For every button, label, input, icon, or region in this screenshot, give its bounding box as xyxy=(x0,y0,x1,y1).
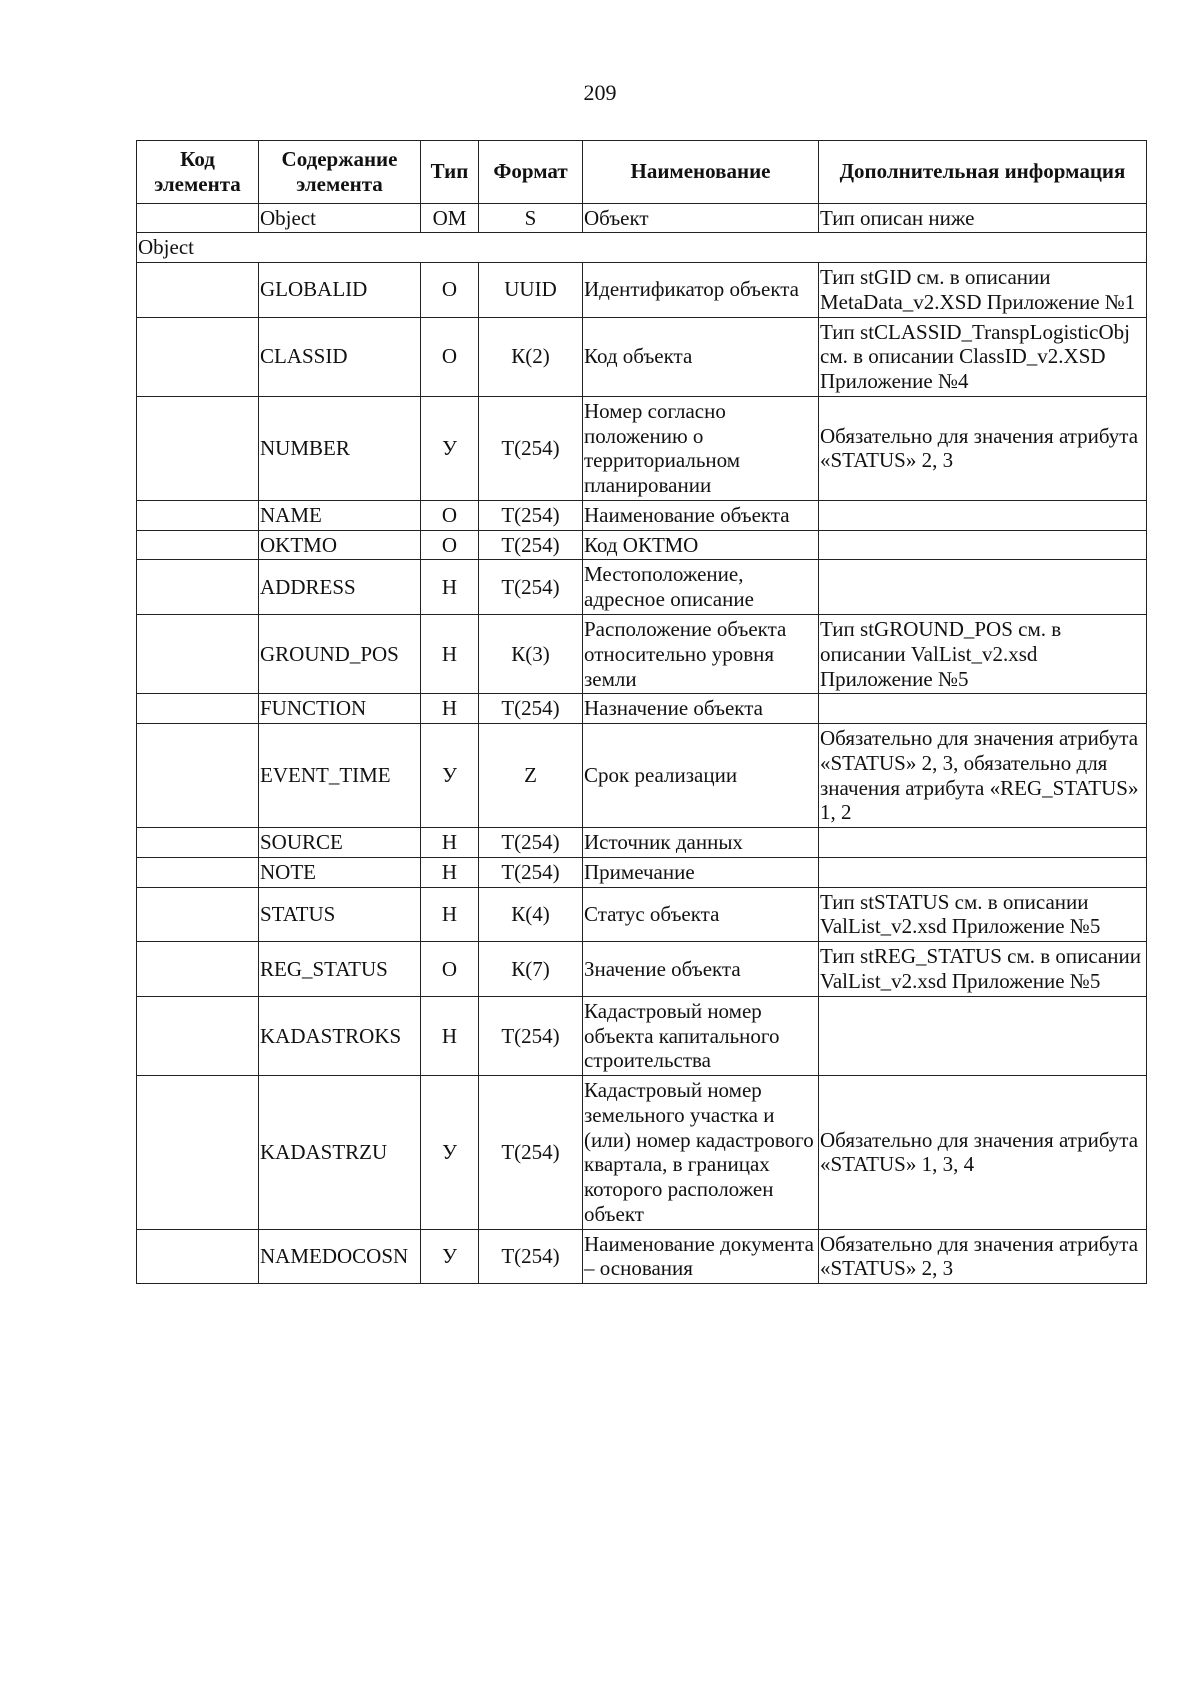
cell-type: Н xyxy=(421,615,479,694)
cell-code xyxy=(137,263,259,318)
cell-code xyxy=(137,560,259,615)
cell-name: Значение объекта xyxy=(583,942,819,997)
cell-type: У xyxy=(421,396,479,500)
cell-info xyxy=(819,694,1147,724)
cell-name: Источник данных xyxy=(583,828,819,858)
table-row xyxy=(137,694,1147,724)
cell-content: KADASTRZU xyxy=(259,1076,421,1230)
table-row xyxy=(137,942,1147,997)
header-element-code: Код элемента xyxy=(137,141,259,204)
table-row xyxy=(137,530,1147,560)
cell-code xyxy=(137,615,259,694)
cell-name: Срок реализации xyxy=(583,724,819,828)
cell-format: Т(254) xyxy=(479,560,583,615)
cell-code xyxy=(137,857,259,887)
cell-name: Назначение объекта xyxy=(583,694,819,724)
cell-name: Кадастровый номер объекта капитального строительства xyxy=(583,996,819,1075)
cell-code xyxy=(137,396,259,500)
cell-content: Object xyxy=(259,203,421,233)
header-format: Формат xyxy=(479,141,583,204)
cell-info xyxy=(819,530,1147,560)
cell-format: К(3) xyxy=(479,615,583,694)
cell-info xyxy=(819,500,1147,530)
cell-code xyxy=(137,530,259,560)
cell-name: Код объекта xyxy=(583,317,819,396)
table-row xyxy=(137,887,1147,942)
cell-name: Объект xyxy=(583,203,819,233)
cell-code xyxy=(137,1076,259,1230)
cell-content: OKTMO xyxy=(259,530,421,560)
cell-type: О xyxy=(421,317,479,396)
cell-code xyxy=(137,694,259,724)
header-additional-info: Дополнительная информация xyxy=(819,141,1147,204)
cell-name: Наименование документа – основания xyxy=(583,1229,819,1284)
cell-type: У xyxy=(421,724,479,828)
page-number: 209 xyxy=(583,80,617,105)
cell-format: Т(254) xyxy=(479,396,583,500)
table-row xyxy=(137,396,1147,500)
cell-format: Т(254) xyxy=(479,828,583,858)
table-row xyxy=(137,1076,1147,1230)
cell-name: Статус объекта xyxy=(583,887,819,942)
cell-type: О xyxy=(421,942,479,997)
cell-code xyxy=(137,942,259,997)
cell-info: Обязательно для значения атрибута «STATUS» 2, 3 xyxy=(819,396,1147,500)
cell-format: S xyxy=(479,203,583,233)
cell-name: Примечание xyxy=(583,857,819,887)
cell-info xyxy=(819,996,1147,1075)
cell-name: Наименование объекта xyxy=(583,500,819,530)
cell-info: Обязательно для значения атрибута «STATUS» 2, 3 xyxy=(819,1229,1147,1284)
cell-name: Код ОКТМО xyxy=(583,530,819,560)
cell-code xyxy=(137,317,259,396)
cell-name: Расположение объекта относительно уровня земли xyxy=(583,615,819,694)
cell-content: ADDRESS xyxy=(259,560,421,615)
cell-format: Т(254) xyxy=(479,857,583,887)
section-label: Object xyxy=(137,233,1147,263)
cell-type: О xyxy=(421,530,479,560)
cell-format: Т(254) xyxy=(479,1229,583,1284)
cell-content: FUNCTION xyxy=(259,694,421,724)
cell-info xyxy=(819,828,1147,858)
root-object-row xyxy=(137,203,1147,233)
cell-info: Тип stGID см. в описании MetaData_v2.XSD Приложение №1 xyxy=(819,263,1147,318)
cell-content: GROUND_POS xyxy=(259,615,421,694)
table-header-row xyxy=(137,141,1147,204)
cell-code xyxy=(137,203,259,233)
cell-code xyxy=(137,724,259,828)
cell-info: Обязательно для значения атрибута «STATUS» 1, 3, 4 xyxy=(819,1076,1147,1230)
cell-type: Н xyxy=(421,560,479,615)
cell-info: Тип описан ниже xyxy=(819,203,1147,233)
cell-info: Тип stCLASSID_TranspLogisticObj см. в описании ClassID_v2.XSD Приложение №4 xyxy=(819,317,1147,396)
element-spec-table xyxy=(136,140,1147,1284)
cell-format: Т(254) xyxy=(479,530,583,560)
table-row xyxy=(137,317,1147,396)
header-element-content: Содержание элемента xyxy=(259,141,421,204)
cell-content: REG_STATUS xyxy=(259,942,421,997)
cell-info: Обязательно для значения атрибута «STATUS» 2, 3, обязательно для значения атрибута «REG_STATUS» 1, 2 xyxy=(819,724,1147,828)
cell-code xyxy=(137,1229,259,1284)
cell-format: Т(254) xyxy=(479,1076,583,1230)
table-row xyxy=(137,1229,1147,1284)
cell-info xyxy=(819,857,1147,887)
cell-content: NAMEDOCOSN xyxy=(259,1229,421,1284)
table-row xyxy=(137,828,1147,858)
table-row xyxy=(137,996,1147,1075)
cell-type: О xyxy=(421,263,479,318)
cell-format: К(4) xyxy=(479,887,583,942)
table-row xyxy=(137,263,1147,318)
table-row xyxy=(137,615,1147,694)
cell-content: KADASTROKS xyxy=(259,996,421,1075)
cell-code xyxy=(137,828,259,858)
cell-info xyxy=(819,560,1147,615)
table-row xyxy=(137,500,1147,530)
cell-content: GLOBALID xyxy=(259,263,421,318)
section-row xyxy=(137,233,1147,263)
cell-format: К(7) xyxy=(479,942,583,997)
cell-type: О xyxy=(421,500,479,530)
header-name: Наименование xyxy=(583,141,819,204)
cell-name: Номер согласно положению о территориальном планировании xyxy=(583,396,819,500)
cell-name: Местоположение, адресное описание xyxy=(583,560,819,615)
header-type: Тип xyxy=(421,141,479,204)
cell-type: Н xyxy=(421,996,479,1075)
cell-code xyxy=(137,887,259,942)
cell-name: Идентификатор объекта xyxy=(583,263,819,318)
cell-format: UUID xyxy=(479,263,583,318)
cell-format: Т(254) xyxy=(479,694,583,724)
cell-content: EVENT_TIME xyxy=(259,724,421,828)
cell-content: CLASSID xyxy=(259,317,421,396)
cell-content: STATUS xyxy=(259,887,421,942)
cell-type: Н xyxy=(421,694,479,724)
cell-type: Н xyxy=(421,828,479,858)
cell-type: ОМ xyxy=(421,203,479,233)
cell-content: SOURCE xyxy=(259,828,421,858)
table-row xyxy=(137,857,1147,887)
cell-code xyxy=(137,500,259,530)
cell-format: Т(254) xyxy=(479,500,583,530)
cell-type: У xyxy=(421,1076,479,1230)
cell-name: Кадастровый номер земельного участка и (или) номер кадастрового квартала, в границах которого расположен объект xyxy=(583,1076,819,1230)
cell-format: Z xyxy=(479,724,583,828)
cell-type: Н xyxy=(421,857,479,887)
table-row xyxy=(137,724,1147,828)
cell-code xyxy=(137,996,259,1075)
cell-format: Т(254) xyxy=(479,996,583,1075)
cell-info: Тип stSTATUS см. в описании ValList_v2.xsd Приложение №5 xyxy=(819,887,1147,942)
cell-format: К(2) xyxy=(479,317,583,396)
cell-content: NAME xyxy=(259,500,421,530)
cell-content: NOTE xyxy=(259,857,421,887)
cell-info: Тип stREG_STATUS см. в описании ValList_v2.xsd Приложение №5 xyxy=(819,942,1147,997)
table-row xyxy=(137,560,1147,615)
cell-type: У xyxy=(421,1229,479,1284)
cell-info: Тип stGROUND_POS см. в описании ValList_v2.xsd Приложение №5 xyxy=(819,615,1147,694)
cell-content: NUMBER xyxy=(259,396,421,500)
cell-type: Н xyxy=(421,887,479,942)
